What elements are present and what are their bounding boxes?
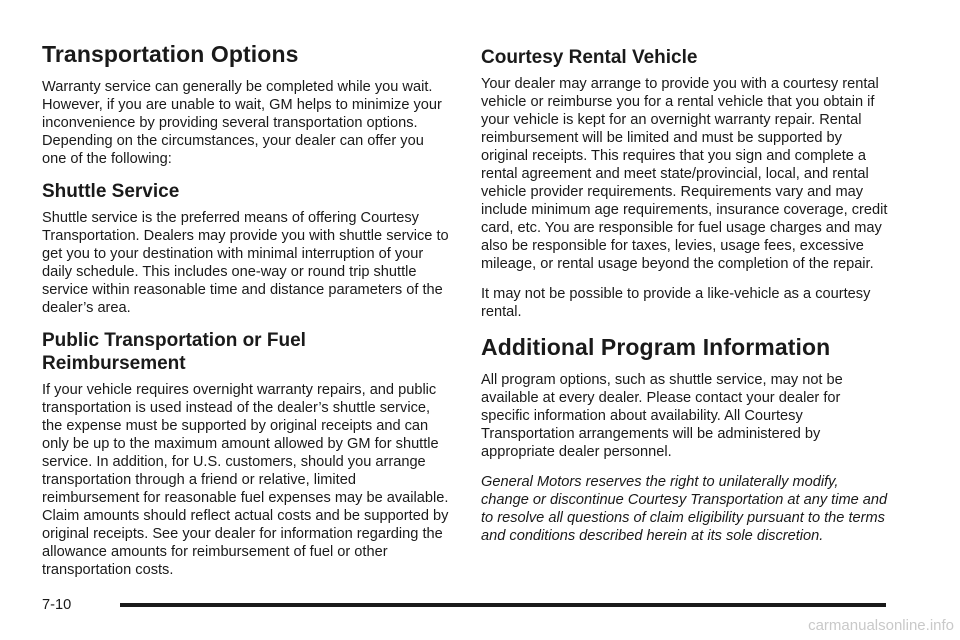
page-number: 7-10 xyxy=(42,597,72,613)
courtesy-rental-paragraph: Your dealer may arrange to provide you with a courtesy rental vehicle or reimburse you for a rental vehicle that you obtain if your vehicle is kept for an overnight warranty repair. Rental reimbursement will be limited and must be supported by original receipts. This requires that you sign and complete a rental agreement and meet state/provincial, local, and rental vehicle provider requirements. Requirements vary and may include minimum age requirements, insurance coverage, credit card, etc. You are responsible for fuel usage charges and may also be responsible for taxes, levies, usage fees, excessive mileage, or rental usage beyond the completion of the repair. xyxy=(481,76,888,272)
right-column xyxy=(481,40,889,557)
watermark-text: carmanualsonline.info xyxy=(808,617,954,634)
heading-shuttle-service: Shuttle Service xyxy=(42,181,180,202)
section-title-additional-program-information: Additional Program Information xyxy=(481,334,831,360)
section-title-transportation-options: Transportation Options xyxy=(42,41,299,67)
heading-public-transportation: Public Transportation or Fuel Reimbursement xyxy=(42,330,306,374)
additional-program-paragraph: All program options, such as shuttle service, may not be available at every dealer. Please contact your dealer for specific information about availability. All Courtesy Transportation arrangements will be administered by appropriate dealer personnel. xyxy=(481,372,843,460)
shuttle-service-paragraph: Shuttle service is the preferred means of offering Courtesy Transportation. Dealers may provide you with shuttle service to get you to your destination with minimal interruption of your daily schedule. This includes one-way or round trip shuttle service within reasonable time and distance parameters of the dealer’s area. xyxy=(42,210,449,316)
heading-courtesy-rental-vehicle: Courtesy Rental Vehicle xyxy=(481,47,698,68)
like-vehicle-paragraph: It may not be possible to provide a like-vehicle as a courtesy rental. xyxy=(481,286,871,320)
disclaimer-paragraph: General Motors reserves the right to unilaterally modify, change or discontinue Courtesy Transportation at any time and to resolve all questions of claim eligibility pursuant to the terms and conditions described herein at its sole discretion. xyxy=(481,474,888,544)
public-transportation-paragraph: If your vehicle requires overnight warranty repairs, and public transportation is used instead of the dealer’s shuttle service, the expense must be supported by original receipts and can only be up to the maximum amount allowed by GM for shuttle service. In addition, for U.S. customers, should you arrange transportation through a friend or relative, limited reimbursement for reasonable fuel expenses may be available. Claim amounts should reflect actual costs and be supported by original receipts. See your dealer for information regarding the allowance amounts for reimbursement of fuel or other transportation costs. xyxy=(42,382,449,578)
intro-paragraph: Warranty service can generally be completed while you wait. However, if you are unable to wait, GM helps to minimize your inconvenience by providing several transportation options. Depending on the circumstances, your dealer can offer you one of the following: xyxy=(42,79,442,167)
footer-rule xyxy=(120,603,886,607)
left-column xyxy=(42,40,452,591)
